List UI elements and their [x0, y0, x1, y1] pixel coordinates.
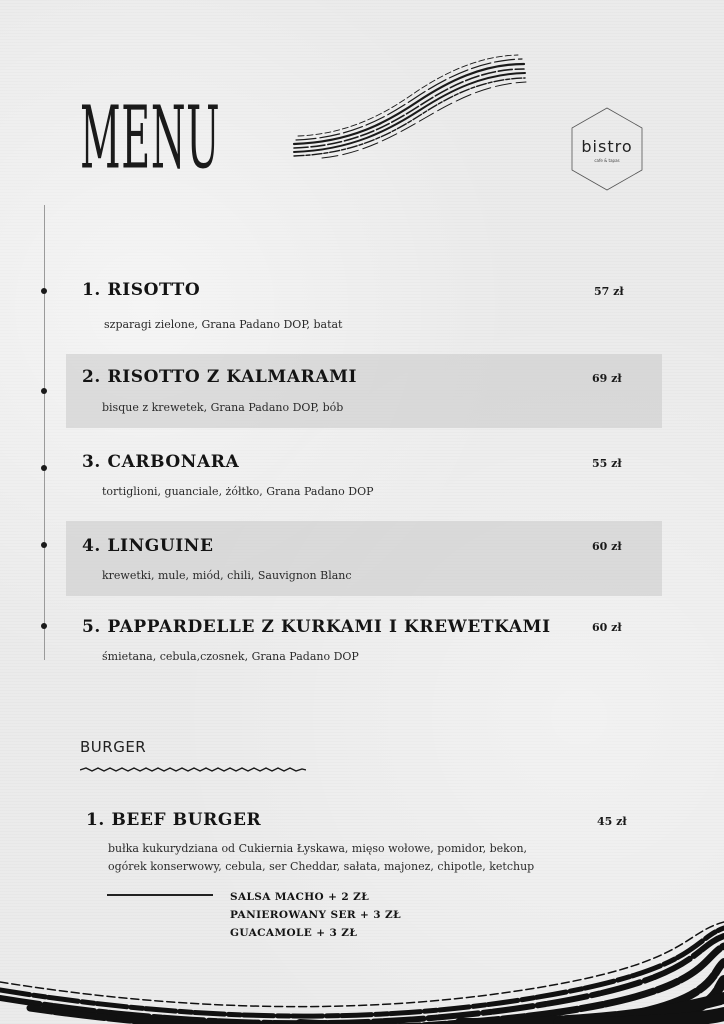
item-name: 1. BEEF BURGER — [86, 810, 262, 830]
item-description: śmietana, cebula,czosnek, Grana Padano DOP — [102, 650, 359, 663]
item-price: 55 zł — [592, 457, 622, 470]
item-price: 60 zł — [592, 621, 622, 634]
extra-item: SALSA MACHO + 2 ZŁ — [230, 891, 370, 903]
bistro-logo — [570, 107, 644, 191]
extra-item: PANIEROWANY SER + 3 ZŁ — [230, 909, 401, 921]
item-description: ogórek konserwowy, cebula, ser Cheddar, sałata, majonez, chipotle, ketchup — [108, 860, 535, 873]
item-price: 60 zł — [592, 540, 622, 553]
timeline-dot — [41, 288, 47, 294]
item-description: krewetki, mule, miód, chili, Sauvignon Blanc — [102, 569, 352, 582]
item-name: 2. RISOTTO Z KALMARAMI — [82, 367, 358, 387]
item-name: 3. CARBONARA — [82, 452, 240, 472]
brush-stroke-decoration — [292, 52, 528, 160]
logo-name: bistro — [581, 137, 633, 156]
item-name: 1. RISOTTO — [82, 280, 201, 300]
item-name: 4. LINGUINE — [82, 536, 214, 556]
item-price: 69 zł — [592, 372, 622, 385]
item-description: bisque z krewetek, Grana Padano DOP, bób — [102, 401, 344, 414]
timeline-dot — [41, 623, 47, 629]
timeline-dot — [41, 542, 47, 548]
item-price: 45 zł — [597, 815, 627, 828]
item-description: tortiglioni, guanciale, żółtko, Grana Padano DOP — [102, 485, 374, 498]
item-description: bułka kukurydziana od Cukiernia Łyskawa, mięso wołowe, pomidor, bekon, — [108, 842, 528, 855]
extra-item: GUACAMOLE + 3 ZŁ — [230, 927, 358, 939]
item-price: 57 zł — [594, 285, 624, 298]
page-title: MENU — [80, 89, 221, 190]
timeline-dot — [41, 388, 47, 394]
section-title-burger: BURGER — [80, 738, 147, 756]
timeline-dot — [41, 465, 47, 471]
item-description: szparagi zielone, Grana Padano DOP, batat — [104, 318, 343, 331]
timeline-line — [44, 205, 45, 660]
logo-tagline: cafe & tapas — [594, 158, 620, 163]
brush-stroke-decoration — [0, 920, 724, 1024]
zigzag-divider — [80, 766, 306, 774]
extras-divider — [107, 894, 213, 896]
item-name: 5. PAPPARDELLE Z KURKAMI I KREWETKAMI — [82, 617, 551, 637]
